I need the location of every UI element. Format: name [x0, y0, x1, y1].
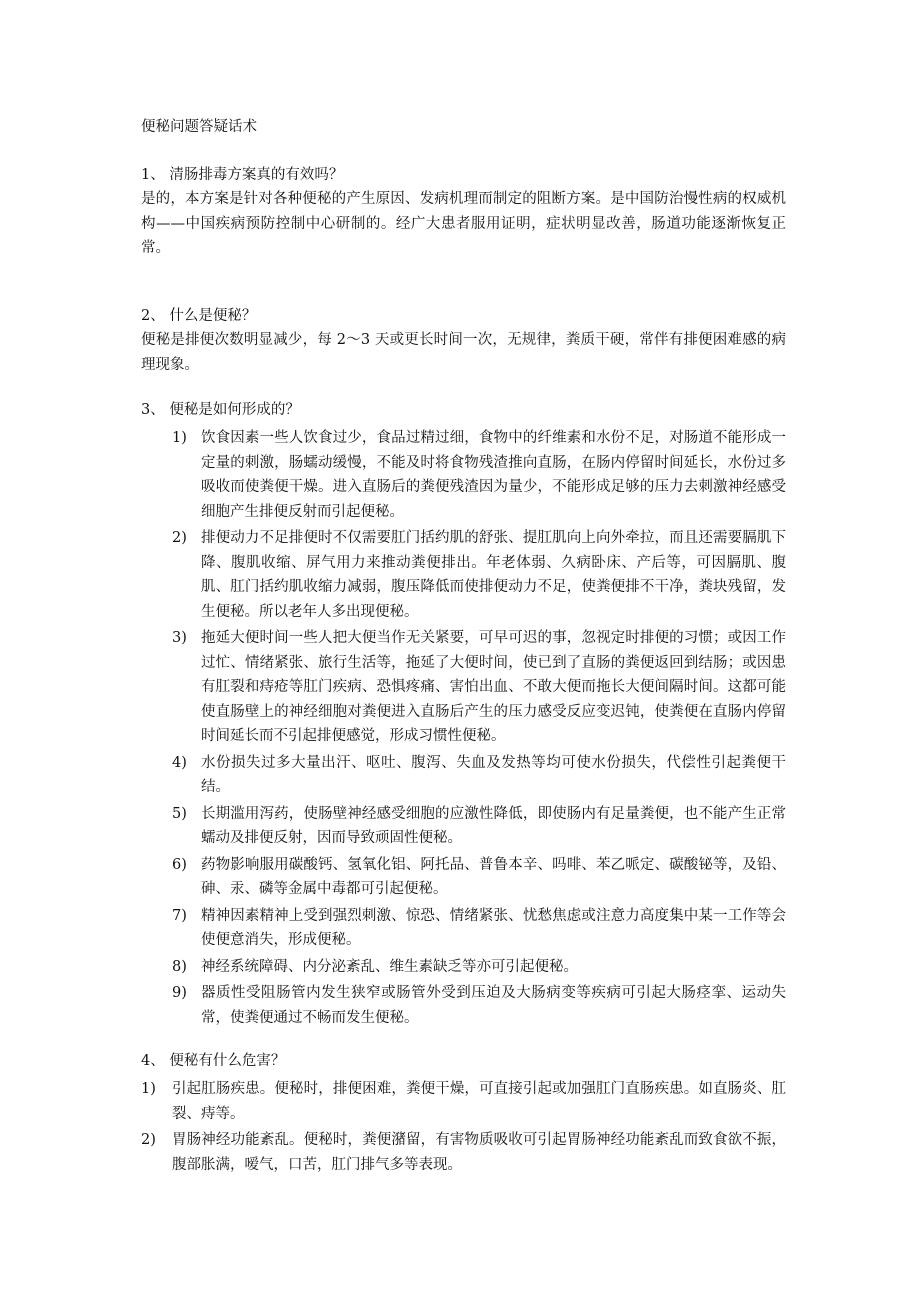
cause-item-5: [172, 802, 786, 851]
item-number: 8): [172, 958, 187, 975]
answer-2: 便秘是排便次数明显减少，每 2～3 天或更长时间一次，无规律，粪质干硬，常伴有排便困难感的病理现象。: [141, 332, 786, 373]
answer-1: 是的，本方案是针对各种便秘的产生原因、发病机理而制定的阻断方案。是中国防治慢性病的权威机构——中国疾病预防控制中心研制的。经广大患者服用证明，症状明显改善，肠道功能逐渐恢复正常。: [141, 191, 786, 256]
question-4: 4、 便秘有什么危害？: [141, 1053, 286, 1069]
question-2: 2、 什么是便秘？: [141, 308, 257, 324]
item-number: 7): [172, 907, 187, 924]
cause-item-9: [172, 981, 786, 1030]
cause-item-1: [172, 426, 786, 524]
harm-item-1: [141, 1077, 786, 1126]
item-number: 9): [172, 985, 187, 1001]
item-text: 神经系统障碍、内分泌紊乱、维生素缺乏等亦可引起便秘。: [201, 958, 578, 975]
question-1: 1、 清肠排毒方案真的有效吗？: [141, 167, 344, 183]
cause-item-4: [172, 751, 786, 800]
item-number: 6): [172, 856, 187, 873]
item-text: 排便动力不足排便时不仅需要肛门括约肌的舒张、提肛肌向上向外牵拉，而且还需要膈肌下降、腹肌收缩、屏气用力来推动粪便排出。年老体弱、久病卧床、产后等，可因膈肌、腹肌、肛门括约肌收缩力减弱，腹压降低而使排便动力不足，使粪便排不干净，粪块残留，发生便秘。所以老年人多出现便秘。: [201, 530, 786, 620]
document-title: 便秘问题答疑话术: [141, 119, 257, 135]
item-text: 药物影响服用碳酸钙、氢氧化铝、阿托品、普鲁本辛、吗啡、苯乙哌定、碳酸铋等，及铅、砷、汞、磷等金属中毒都可引起便秘。: [201, 856, 786, 897]
section-3: [141, 398, 786, 422]
item-text: 长期滥用泻药，使肠壁神经感受细胞的应激性降低，即使肠内有足量粪便，也不能产生正常蠕动及排便反射，因而导致顽固性便秘。: [201, 805, 786, 846]
item-number: 5): [172, 805, 187, 822]
item-text: 拖延大便时间一些人把大便当作无关紧要，可早可迟的事，忽视定时排便的习惯；或因工作过忙、情绪紧张、旅行生活等，拖延了大便时间，使已到了直肠的粪便返回到结肠；或因患有肛裂和痔疮等肛门疾病、恐惧疼痛、害怕出血、不敢大便而拖长大便间隔时间。这都可能使直肠壁上的神经细胞对粪便进入直肠后产生的压力感受反应变迟钝，使粪便在直肠内停留时间延长而不引起排便感觉，形成习惯性便秘。: [201, 630, 786, 744]
section-2: [141, 304, 786, 377]
section-3-list: [172, 426, 786, 1032]
cause-item-3: [172, 626, 786, 749]
item-text: 器质性受阻肠管内发生狭窄或肠管外受到压迫及大肠病变等疾病可引起大肠痉挛、运动失常，使粪便通过不畅而发生便秘。: [201, 985, 786, 1026]
item-number: 4): [172, 754, 187, 771]
item-number: 1): [172, 430, 187, 446]
item-text: 水份损失过多大量出汗、呕吐、腹泻、失血及发热等均可使水份损失，代偿性引起粪便干结。: [201, 754, 786, 795]
item-text: 饮食因素一些人饮食过少，食品过精过细，食物中的纤维素和水份不足，对肠道不能形成一定量的刺激，肠蠕动缓慢，不能及时将食物残渣推向直肠，在肠内停留时间延长，水份过多吸收而使粪便干燥。进入直肠后的粪便残渣因为量少，不能形成足够的压力去刺激神经感受细胞产生排便反射而引起便秘。: [201, 430, 786, 520]
item-text: 精神因素精神上受到强烈刺激、惊恐、情绪紧张、忧愁焦虑或注意力高度集中某一工作等会使便意消失，形成便秘。: [201, 907, 786, 948]
item-number: 2): [172, 530, 187, 546]
section-4: [141, 1049, 786, 1073]
item-number: 2): [141, 1132, 156, 1148]
question-3: 3、 便秘是如何形成的？: [141, 402, 300, 418]
section-1: [141, 163, 786, 261]
item-number: 1): [141, 1081, 156, 1097]
section-4-list: [141, 1077, 786, 1179]
item-text: 胃肠神经功能紊乱。便秘时，粪便潴留，有害物质吸收可引起胃肠神经功能紊乱而致食欲不振，腹部胀满，嗳气，口苦，肛门排气多等表现。: [172, 1132, 786, 1173]
cause-item-6: [172, 853, 786, 902]
harm-item-2: [141, 1128, 786, 1177]
item-number: 3): [172, 630, 187, 646]
cause-item-2: [172, 526, 786, 624]
cause-item-7: [172, 904, 786, 953]
cause-item-8: [172, 955, 786, 980]
item-text: 引起肛肠疾患。便秘时，排便困难，粪便干燥，可直接引起或加强肛门直肠疾患。如直肠炎、肛裂、痔等。: [172, 1081, 786, 1122]
